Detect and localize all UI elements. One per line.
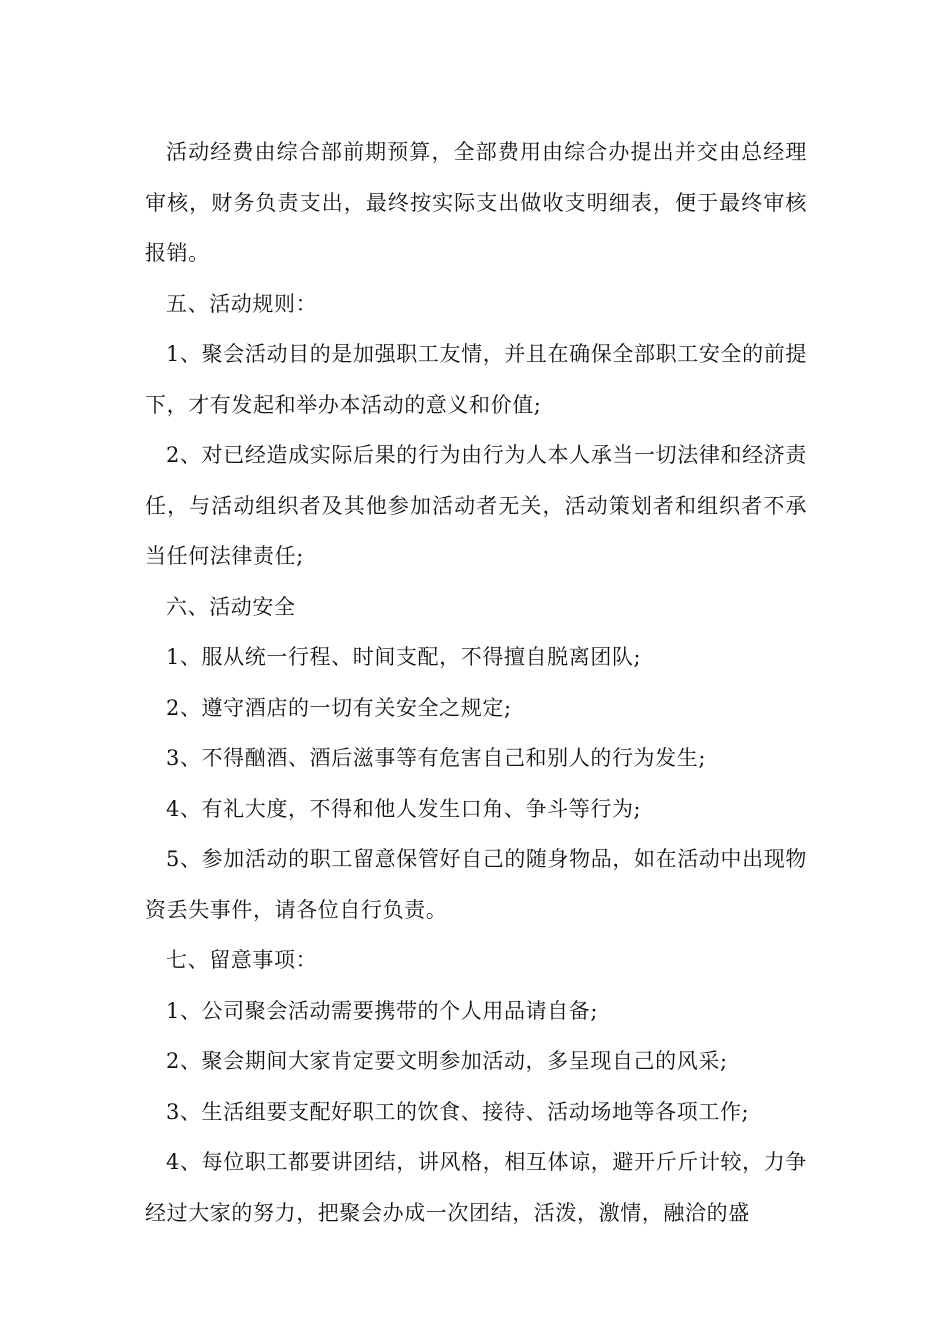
rule-item-1: 1、聚会活动目的是加强职工友情，并且在确保全部职工安全的前提下，才有发起和举办本活动的意义和价值; bbox=[145, 342, 807, 417]
heading-notes: 七、留意事项： bbox=[166, 948, 318, 972]
heading-activity-rules: 五、活动规则： bbox=[166, 291, 318, 316]
paragraph-budget: 活动经费由综合部前期预算，全部费用由综合办提出并交由总经理审核，财务负责支出，最终按实际支出做收支明细表，便于最终审核报销。 bbox=[145, 140, 807, 265]
safety-item-1: 1、服从统一行程、时间支配，不得擅自脱离团队; bbox=[166, 645, 642, 669]
heading-activity-safety: 六、活动安全 bbox=[166, 594, 296, 619]
note-item-1: 1、公司聚会活动需要携带的个人用品请自备; bbox=[166, 998, 599, 1023]
safety-item-5: 5、参加活动的职工留意保管好自己的随身物品，如在活动中出现物资丢失事件，请各位自行负责。 bbox=[145, 847, 807, 922]
safety-item-2: 2、遵守酒店的一切有关安全之规定; bbox=[166, 695, 512, 720]
note-item-4: 4、每位职工都要讲团结，讲风格，相互体谅，避开斤斤计较，力争经过大家的努力，把聚会办成一次团结，活泼，激情，融洽的盛 bbox=[145, 1150, 807, 1225]
rule-item-2: 2、对已经造成实际后果的行为由行为人本人承当一切法律和经济责任，与活动组织者及其他参加活动者无关，活动策划者和组织者不承当任何法律责任; bbox=[145, 443, 807, 568]
safety-item-4: 4、有礼大度，不得和他人发生口角、争斗等行为; bbox=[166, 796, 642, 821]
note-item-3: 3、生活组要支配好职工的饮食、接待、活动场地等各项工作; bbox=[166, 1099, 750, 1124]
document-body bbox=[145, 127, 807, 1238]
note-item-2: 2、聚会期间大家肯定要文明参加活动，多呈现自己的风采; bbox=[166, 1049, 728, 1073]
safety-item-3: 3、不得酗酒、酒后滋事等有危害自己和别人的行为发生; bbox=[166, 746, 707, 770]
